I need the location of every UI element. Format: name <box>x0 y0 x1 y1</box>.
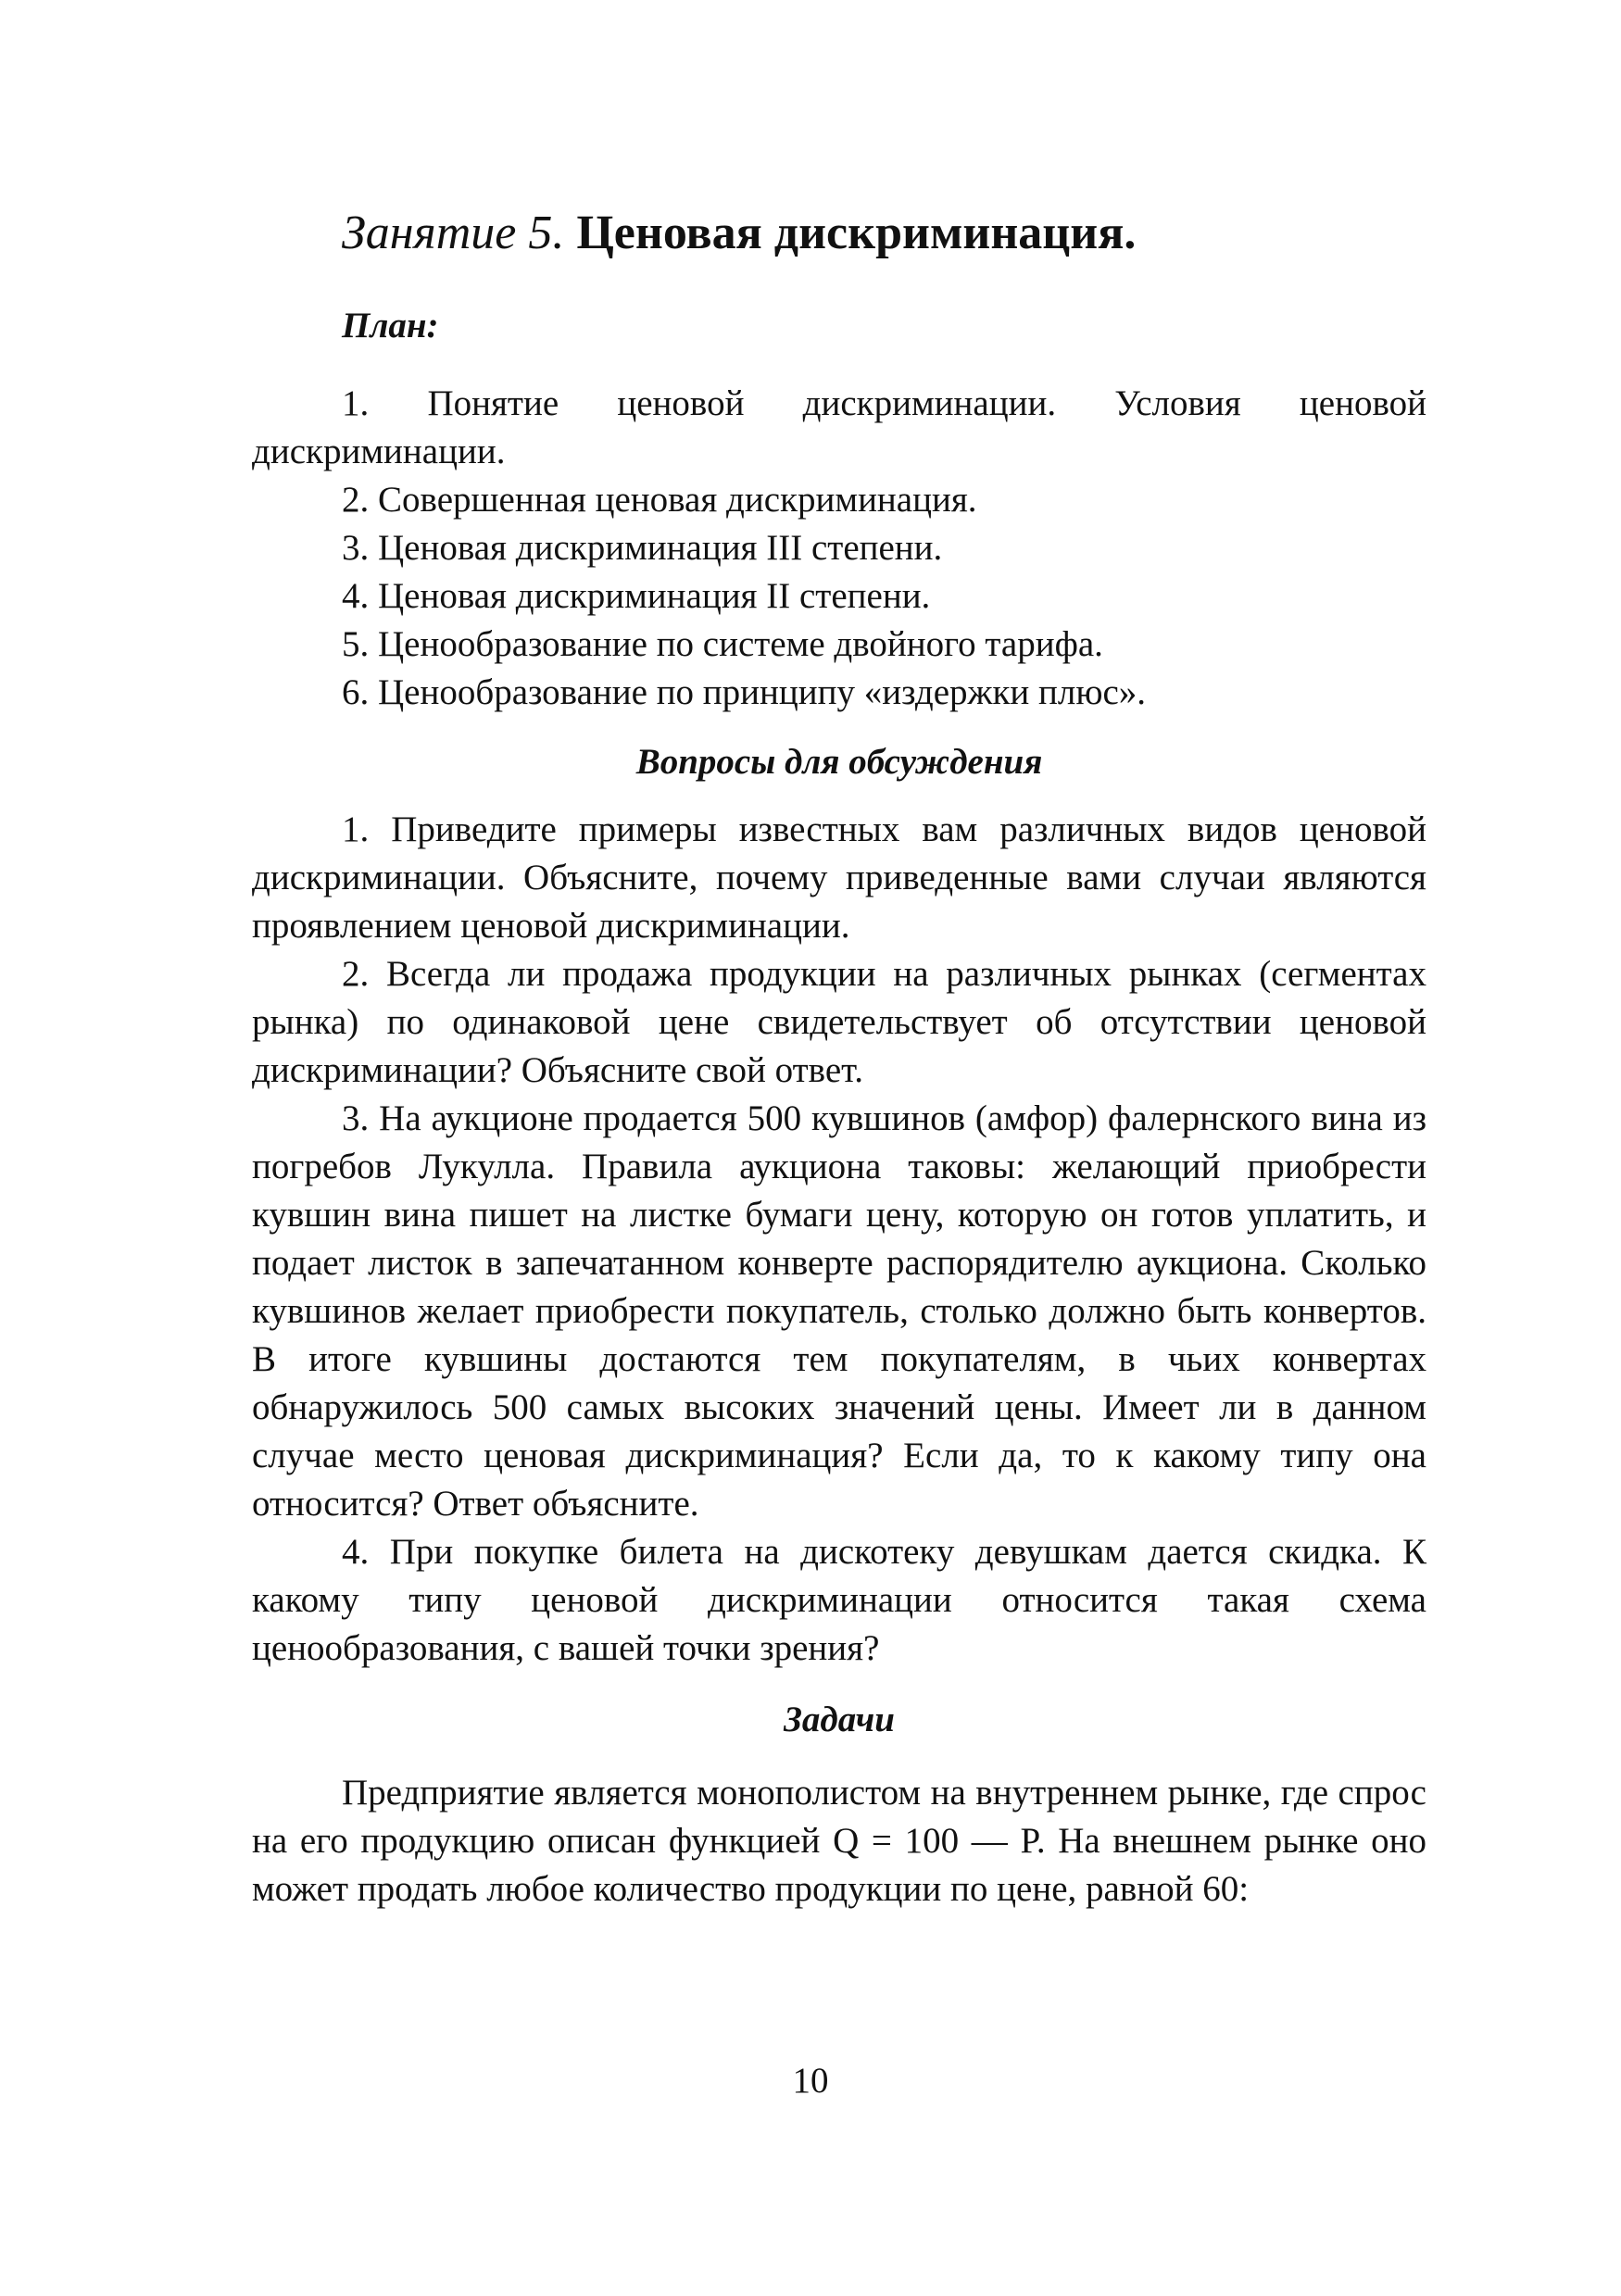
lesson-topic: Ценовая дискриминация. <box>576 207 1137 259</box>
plan-item: 2. Совершенная ценовая дискриминация. <box>342 480 977 520</box>
page-content <box>252 206 1426 1913</box>
plan-item: 6. Ценообразование по принципу «издержки плюс». <box>342 672 1147 712</box>
plan-item: 5. Ценообразование по системе двойного тарифа. <box>342 624 1103 664</box>
plan-item: 3. Ценовая дискриминация III степени. <box>342 528 943 568</box>
page-number: 10 <box>792 2061 829 2101</box>
plan-label: План: <box>342 306 439 345</box>
questions-heading: Вопросы для обсуждения <box>635 742 1043 782</box>
tasks-heading: Задачи <box>784 1700 895 1739</box>
plan-list <box>252 380 1426 717</box>
question-item: 3. На аукционе продается 500 кувшинов (амфор) фалернского вина из погребов Лукулла. Правила аукциона таковы: желающий приобрести кувшин вина пишет на листке бумаги цену, которую он готов уплатить, и подает листок в запечатанном конверте распорядителю аукциона. Сколько кувшинов желает приобрести покупатель, столько должно быть конвертов. В итоге кувшины достаются тем покупателям, в чьих конвертах обнаружилось 500 самых высоких значений цены. Имеет ли в данном случае место ценовая дискриминация? Если да, то к какому типу она относится? Ответ объясните. <box>252 1098 1426 1524</box>
plan-item: 4. Ценовая дискриминация II степени. <box>342 576 931 616</box>
question-item: 2. Всегда ли продажа продукции на различных рынках (сегментах рынка) по одинаковой цене свидетельствует об отсутствии ценовой дискриминации? Объясните свой ответ. <box>252 954 1426 1090</box>
lesson-number: Занятие 5. <box>342 207 565 259</box>
task-text: Предприятие является монополистом на внутреннем рынке, где спрос на его продукцию описан функцией Q = 100 — P. На внешнем рынке оно может продать любое количество продукции по цене, равной 60: <box>252 1773 1426 1909</box>
lesson-title <box>342 206 1426 261</box>
question-item: 4. При покупке билета на дискотеку девушкам дается скидка. К какому типу ценовой дискриминации относится такая схема ценообразования, с вашей точки зрения? <box>252 1532 1426 1668</box>
plan-item: 1. Понятие ценовой дискриминации. Условия ценовой дискриминации. <box>252 383 1426 471</box>
question-item: 1. Приведите примеры известных вам различных видов ценовой дискриминации. Объясните, почему приведенные вами случаи являются проявлением ценовой дискриминации. <box>252 809 1426 946</box>
